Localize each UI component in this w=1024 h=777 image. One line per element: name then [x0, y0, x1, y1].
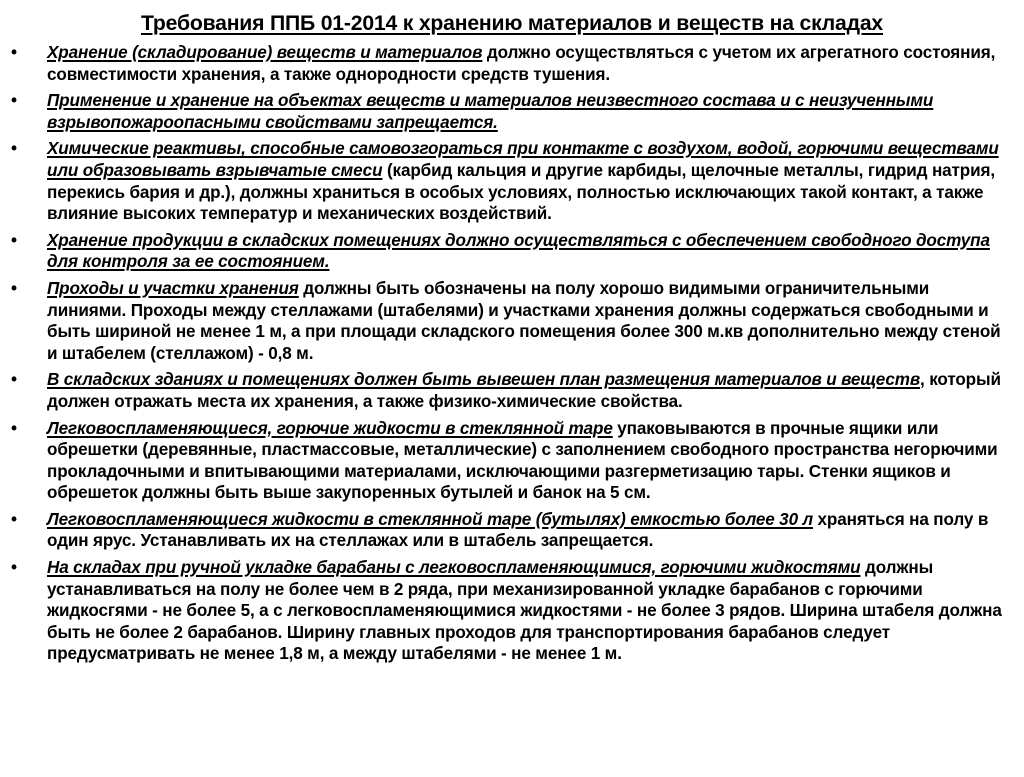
- slide: [0, 10, 1024, 777]
- list-item: [0, 138, 1010, 224]
- list-item: [0, 278, 1010, 364]
- page-title-text: Требования ППБ 01-2014 к хранению материалов и веществ на складах: [140, 11, 884, 35]
- list-item-lead: Химические реактивы, способные самовозгораться при контакте с воздухом, водой, горючими веществами или образовывать взрывчатые смеси: [47, 138, 999, 180]
- list-item-body: [47, 557, 1005, 665]
- list-item-body: [47, 509, 1005, 552]
- bullet-icon: •: [11, 90, 17, 111]
- list-item-body: [47, 138, 1005, 224]
- bullet-icon: •: [11, 417, 17, 438]
- list-item-lead: В складских зданиях и помещениях должен быть вывешен план размещения материалов и веществ: [47, 369, 921, 390]
- list-item-lead: Проходы и участки хранения: [47, 277, 299, 298]
- bullet-icon: •: [11, 229, 17, 250]
- list-item-lead: На складах при ручной укладке барабаны с легковоспламеняющимися, горючими жидкостями: [47, 557, 861, 578]
- list-item-body: [47, 278, 1005, 364]
- bullet-icon: •: [11, 508, 17, 529]
- list-item-lead: Хранение продукции в складских помещениях должно осуществляться с обеспечением свободного доступа для контроля за ее состоянием.: [47, 229, 990, 272]
- list-item-rest: , который должен отражать места их хранения, а также физико-химические свойства.: [47, 369, 1001, 411]
- list-item-rest: должны устанавливаться на полу не более чем в 2 ряда, при механизированной укладке барабанов с горючими жидкосгями - не более 5, а с легковоспламеняющимися жидкостями - не более 3 рядов. Ширина штабеля должна быть не более 2 барабанов. Ширину главных проходов для транспортирования барабанов следует предусматривать не менее 1,8 м, а между штабелями - не менее 1 м.: [47, 557, 1002, 664]
- bullet-icon: •: [11, 557, 17, 578]
- list-item-body: [47, 42, 1005, 85]
- list-item-rest: храняться на полу в один ярус. Устанавливать их на стеллажах или в штабель запрещается.: [47, 508, 989, 551]
- list-item: [0, 42, 1010, 85]
- list-item: [0, 418, 1010, 504]
- list-item-lead: Применение и хранение на объектах веществ и материалов неизвестного состава и с неизученными взрывопожароопасными свойствами запрещается.: [47, 90, 934, 132]
- list-item-rest: (карбид кальция и другие карбиды, щелочные металлы, гидрид натрия, перекись бария и др.), должны храниться в особых условиях, полностью исключающих такой контакт, а также влияние высоких температур и механических воздействий.: [47, 159, 996, 224]
- list-item: [0, 509, 1010, 552]
- list-item-body: [47, 369, 1005, 412]
- bullet-icon: •: [11, 277, 17, 298]
- list-item-lead: Легковоспламеняющиеся жидкости в стеклянной таре (бутылях) емкостью более 30 л: [47, 508, 814, 529]
- list-item: [0, 230, 1010, 273]
- bullet-icon: •: [11, 369, 17, 390]
- requirements-list: [0, 42, 1024, 665]
- list-item-body: [47, 90, 1005, 133]
- list-item: [0, 90, 1010, 133]
- list-item-lead: Легковоспламеняющиеся, горючие жидкости в стеклянной таре: [47, 417, 613, 438]
- list-item-lead: Хранение (складирование) веществ и материалов: [47, 42, 483, 62]
- bullet-icon: •: [11, 138, 17, 159]
- list-item-rest: упаковываются в прочные ящики или обрешетки (деревянные, пластмассовые, металлические) с заполнением свободного пространства негорючими прокладочными и впитывающими материалами, исключающими разгерметизацию тары. Стенки ящиков и обрешеток должны быть выше закупоренных бутылей и банок на 5 см.: [47, 417, 998, 503]
- list-item: [0, 557, 1010, 665]
- list-item-body: [47, 418, 1005, 504]
- list-item: [0, 369, 1010, 412]
- list-item-body: [47, 230, 1005, 273]
- bullet-icon: •: [11, 42, 17, 62]
- list-item-rest: должны быть обозначены на полу хорошо видимыми ограничительными линиями. Проходы между стеллажами (штабелями) и участками хранения должны содержаться свободными и быть шириной не менее 1 м, а при площади складского помещения более 300 м.кв дополнительно между стеной и штабелем (стеллажом) - 0,8 м.: [47, 277, 1001, 363]
- page-title: [65, 10, 959, 36]
- list-item-rest: должно осуществляться с учетом их агрегатного состояния, совместимости хранения, а также однородности средств тушения.: [47, 42, 996, 84]
